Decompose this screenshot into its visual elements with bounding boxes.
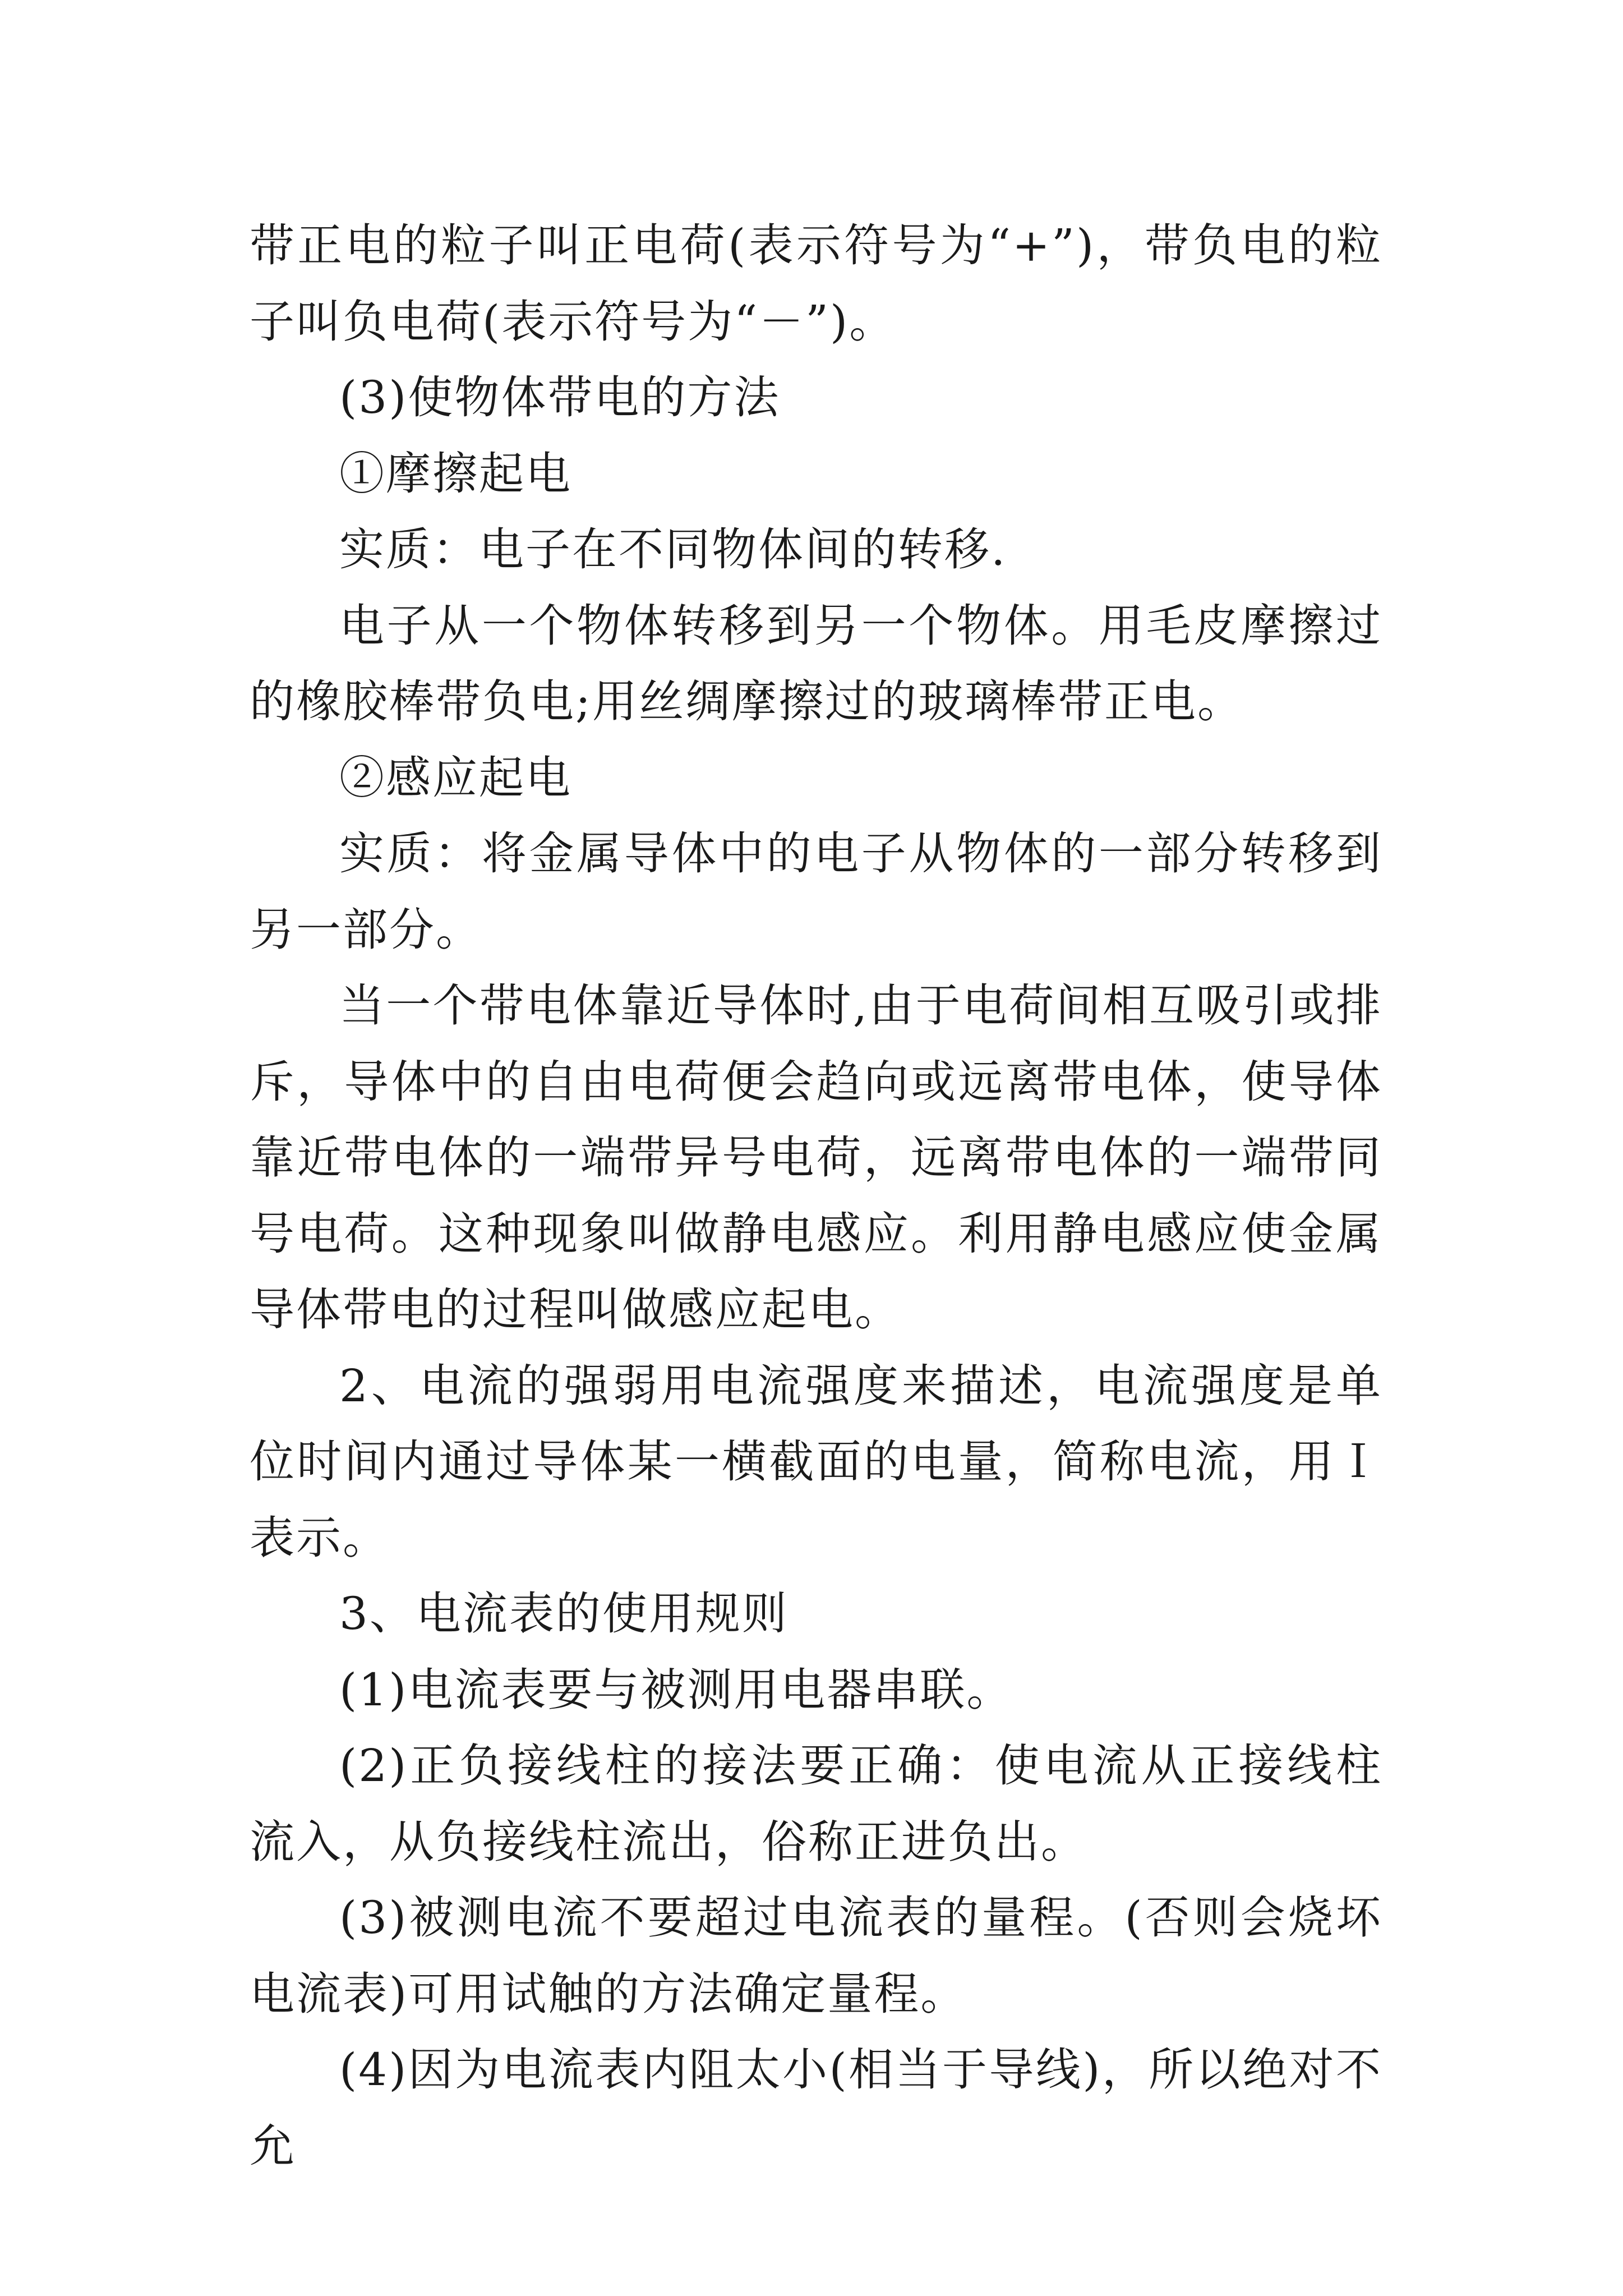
paragraph-rule-range: (3)被测电流不要超过电流表的量程。(否则会烧坏电流表)可用试触的方法确定量程。 (250, 1892, 1382, 2020)
paragraph-electron-transfer: 电子从一个物体转移到另一个物体。用毛皮摩擦过的橡胶棒带负电;用丝绸摩擦过的玻璃棒带正电。 (250, 599, 1382, 728)
paragraph-rule-resistance: (4)因为电流表内阻太小(相当于导线)，所以绝对不允 (250, 2044, 1382, 2172)
paragraph-rule-terminals: (2)正负接线柱的接法要正确：使电流从正接线柱流入，从负接线柱流出，俗称正进负出。 (250, 1740, 1382, 1868)
heading-induction-charging: ②感应起电 (339, 751, 572, 804)
paragraph-friction-essence: 实质：电子在不同物体间的转移. (339, 523, 1007, 576)
paragraph-charge-types: 带正电的粒子叫正电荷(表示符号为“+”)，带负电的粒子叫负电荷(表示符号为“－”)。 (250, 219, 1382, 348)
paragraph-rule-series: (1)电流表要与被测用电器串联。 (339, 1663, 1013, 1716)
paragraph-induction-essence: 实质：将金属导体中的电子从物体的一部分转移到另一部分。 (250, 827, 1382, 956)
heading-friction-charging: ①摩擦起电 (339, 447, 572, 500)
heading-ammeter-rules: 3、电流表的使用规则 (339, 1588, 789, 1640)
body-text (250, 208, 1382, 2184)
paragraph-electrostatic-induction: 当一个带电体靠近导体时,由于电荷间相互吸引或排斥，导体中的自由电荷便会趋向或远离带电体，使导体靠近带电体的一端带异号电荷，远离带电体的一端带同号电荷。这种现象叫做静电感应。利用静电感应使金属导体带电的过程叫做感应起电。 (250, 979, 1382, 1336)
heading-charging-methods: (3)使物体带电的方法 (339, 371, 781, 424)
paragraph-current-strength: 2、电流的强弱用电流强度来描述，电流强度是单位时间内通过导体某一横截面的电量，简称电流，用Ｉ表示。 (250, 1359, 1382, 1564)
